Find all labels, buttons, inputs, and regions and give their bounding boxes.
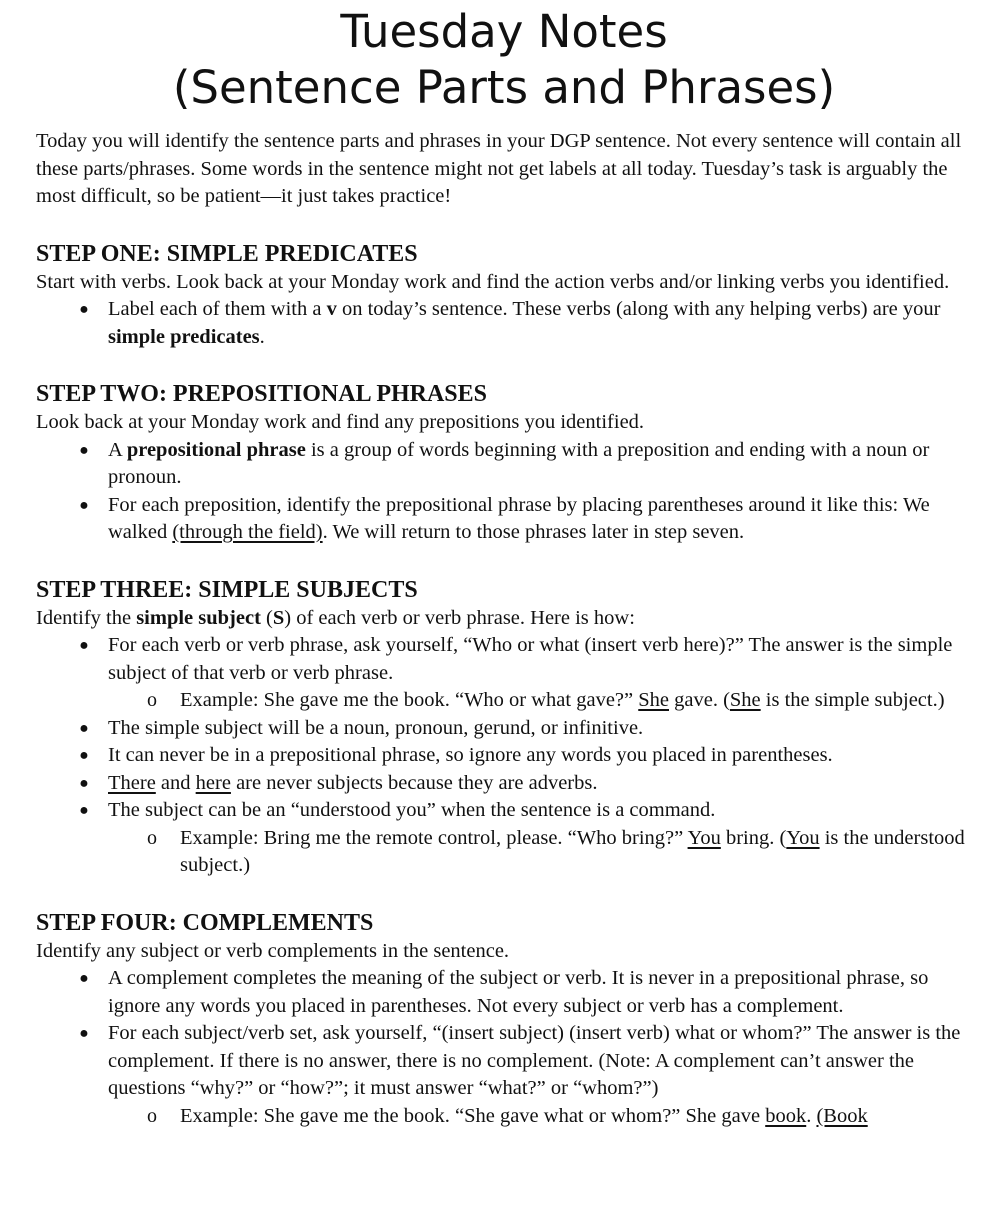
bullet-disc-icon: ● — [79, 802, 89, 819]
step-one-list — [36, 296, 968, 351]
sub-list-item — [36, 825, 968, 880]
list-item — [36, 492, 968, 547]
step-three-section — [36, 575, 968, 880]
step-three-list — [36, 632, 968, 880]
underlined-text: (Book — [816, 1104, 868, 1127]
bold-text: S — [272, 606, 285, 629]
text-run: gave. ( — [669, 689, 730, 711]
text-run: Identify the — [36, 606, 137, 629]
text-run: Example: She gave me the book. “She gave what or whom?” She gave — [180, 1104, 766, 1127]
underlined-text: You — [786, 826, 820, 849]
text-run: and — [155, 771, 196, 794]
list-item — [36, 770, 968, 798]
underlined-text: here — [195, 771, 231, 794]
list-item — [36, 296, 968, 351]
bullet-disc-icon: ● — [79, 719, 89, 737]
underlined-text: book — [765, 1104, 807, 1127]
underlined-text: She — [729, 689, 761, 711]
text-run: For each preposition, identify the prepositional phrase by placing parentheses around it like this: We walked — [108, 493, 930, 543]
text-run: . We will return to those phrases later in step seven. — [322, 521, 745, 543]
text-run: is the simple subject.) — [760, 689, 945, 711]
underlined-text: You — [687, 826, 721, 849]
bullet-circle-icon: o — [147, 1104, 157, 1127]
step-four-list — [36, 965, 968, 1130]
text-run: For each verb or verb phrase, ask yourself, “Who or what (insert verb here)?” The answer is the simple subject of that verb or verb phrase. — [108, 634, 953, 684]
list-item — [36, 715, 968, 743]
bullet-disc-icon: ● — [79, 496, 89, 514]
title-line-1: Tuesday Notes — [340, 5, 668, 58]
text-run: Example: Bring me the remote control, please. “Who bring?” — [180, 826, 688, 849]
text-run: on today’s sentence. These verbs (along with any helping verbs) are your — [336, 298, 941, 320]
bullet-disc-icon: ● — [79, 637, 89, 654]
step-three-lead — [36, 605, 968, 633]
underlined-text: (through the field) — [172, 521, 323, 543]
text-run: Label each of them with a — [108, 298, 327, 320]
underlined-text: There — [108, 771, 156, 794]
step-two-list — [36, 437, 968, 547]
bullet-circle-icon: o — [147, 826, 157, 849]
text-run: are never subjects because they are adverbs. — [230, 771, 598, 794]
list-item — [36, 632, 968, 687]
step-one-heading: STEP ONE: SIMPLE PREDICATES — [36, 240, 418, 267]
bullet-circle-icon: o — [147, 689, 157, 711]
list-item — [36, 797, 968, 825]
step-one-section — [36, 239, 968, 352]
text-run: is a group of words beginning with a preposition and ending with a noun or pronoun. — [108, 438, 930, 488]
underlined-text: She — [638, 689, 669, 711]
step-four-section — [36, 908, 968, 1131]
title-line-2: (Sentence Parts and Phrases) — [172, 61, 836, 114]
text-run: is the understood subject.) — [180, 826, 965, 876]
text-run: . — [259, 325, 265, 348]
sub-list-item — [36, 1103, 968, 1131]
text-run: Example: She gave me the book. “Who or what gave?” — [180, 689, 639, 711]
bullet-disc-icon: ● — [79, 747, 89, 764]
text-run: . — [806, 1104, 817, 1127]
page-title — [0, 4, 1008, 116]
step-four-heading: STEP FOUR: COMPLEMENTS — [36, 909, 374, 936]
text-run: The subject can be an “understood you” when the sentence is a command. — [108, 799, 716, 821]
bold-text: v — [326, 298, 337, 320]
text-run: A — [108, 438, 127, 461]
bullet-disc-icon: ● — [79, 441, 89, 459]
bold-text: prepositional phrase — [126, 438, 306, 461]
step-one-lead: Start with verbs. Look back at your Monday work and find the action verbs and/or linking verbs you identified. — [36, 270, 950, 293]
step-three-heading: STEP THREE: SIMPLE SUBJECTS — [36, 576, 418, 603]
text-run: It can never be in a prepositional phrase, so ignore any words you placed in parentheses. — [108, 744, 833, 766]
bullet-disc-icon: ● — [79, 301, 89, 318]
step-two-section — [36, 379, 968, 547]
text-run: ) of each verb or verb phrase. Here is how: — [284, 606, 635, 629]
step-two-lead: Look back at your Monday work and find any prepositions you identified. — [36, 411, 645, 433]
list-item — [36, 437, 968, 492]
list-item — [36, 1020, 968, 1103]
list-item — [36, 742, 968, 770]
bold-text: simple predicates — [108, 325, 260, 348]
bullet-disc-icon: ● — [79, 774, 89, 792]
text-run: The simple subject will be a noun, pronoun, gerund, or infinitive. — [108, 716, 644, 739]
text-run: For each subject/verb set, ask yourself, “(insert subject) (insert verb) what or whom?” The answer is the complement. If there is no answer, there is no complement. (Note: A complement can’t answer the questions “why?” or “how?”; it must answer “what?” or “whom?”) — [108, 1022, 961, 1099]
list-item — [36, 965, 968, 1020]
document-body — [36, 128, 968, 1158]
step-four-lead: Identify any subject or verb complements in the sentence. — [36, 939, 510, 962]
text-run: ( — [260, 606, 273, 629]
text-run: bring. ( — [720, 826, 787, 849]
bullet-disc-icon: ● — [79, 970, 89, 987]
bullet-disc-icon: ● — [79, 1025, 89, 1042]
bold-text: simple subject — [136, 606, 261, 629]
step-two-heading: STEP TWO: PREPOSITIONAL PHRASES — [36, 381, 488, 407]
sub-list-item — [36, 687, 968, 715]
text-run: A complement completes the meaning of the subject or verb. It is never in a prepositional phrase, so ignore any words you placed in parentheses. Not every subject or verb has a complement. — [108, 967, 929, 1017]
intro-paragraph: Today you will identify the sentence parts and phrases in your DGP sentence. Not every sentence will contain all these parts/phrases. Some words in the sentence might not get labels at all today. Tuesday’s task is arguably the most difficult, so be patient—it just takes practice! — [36, 130, 962, 207]
